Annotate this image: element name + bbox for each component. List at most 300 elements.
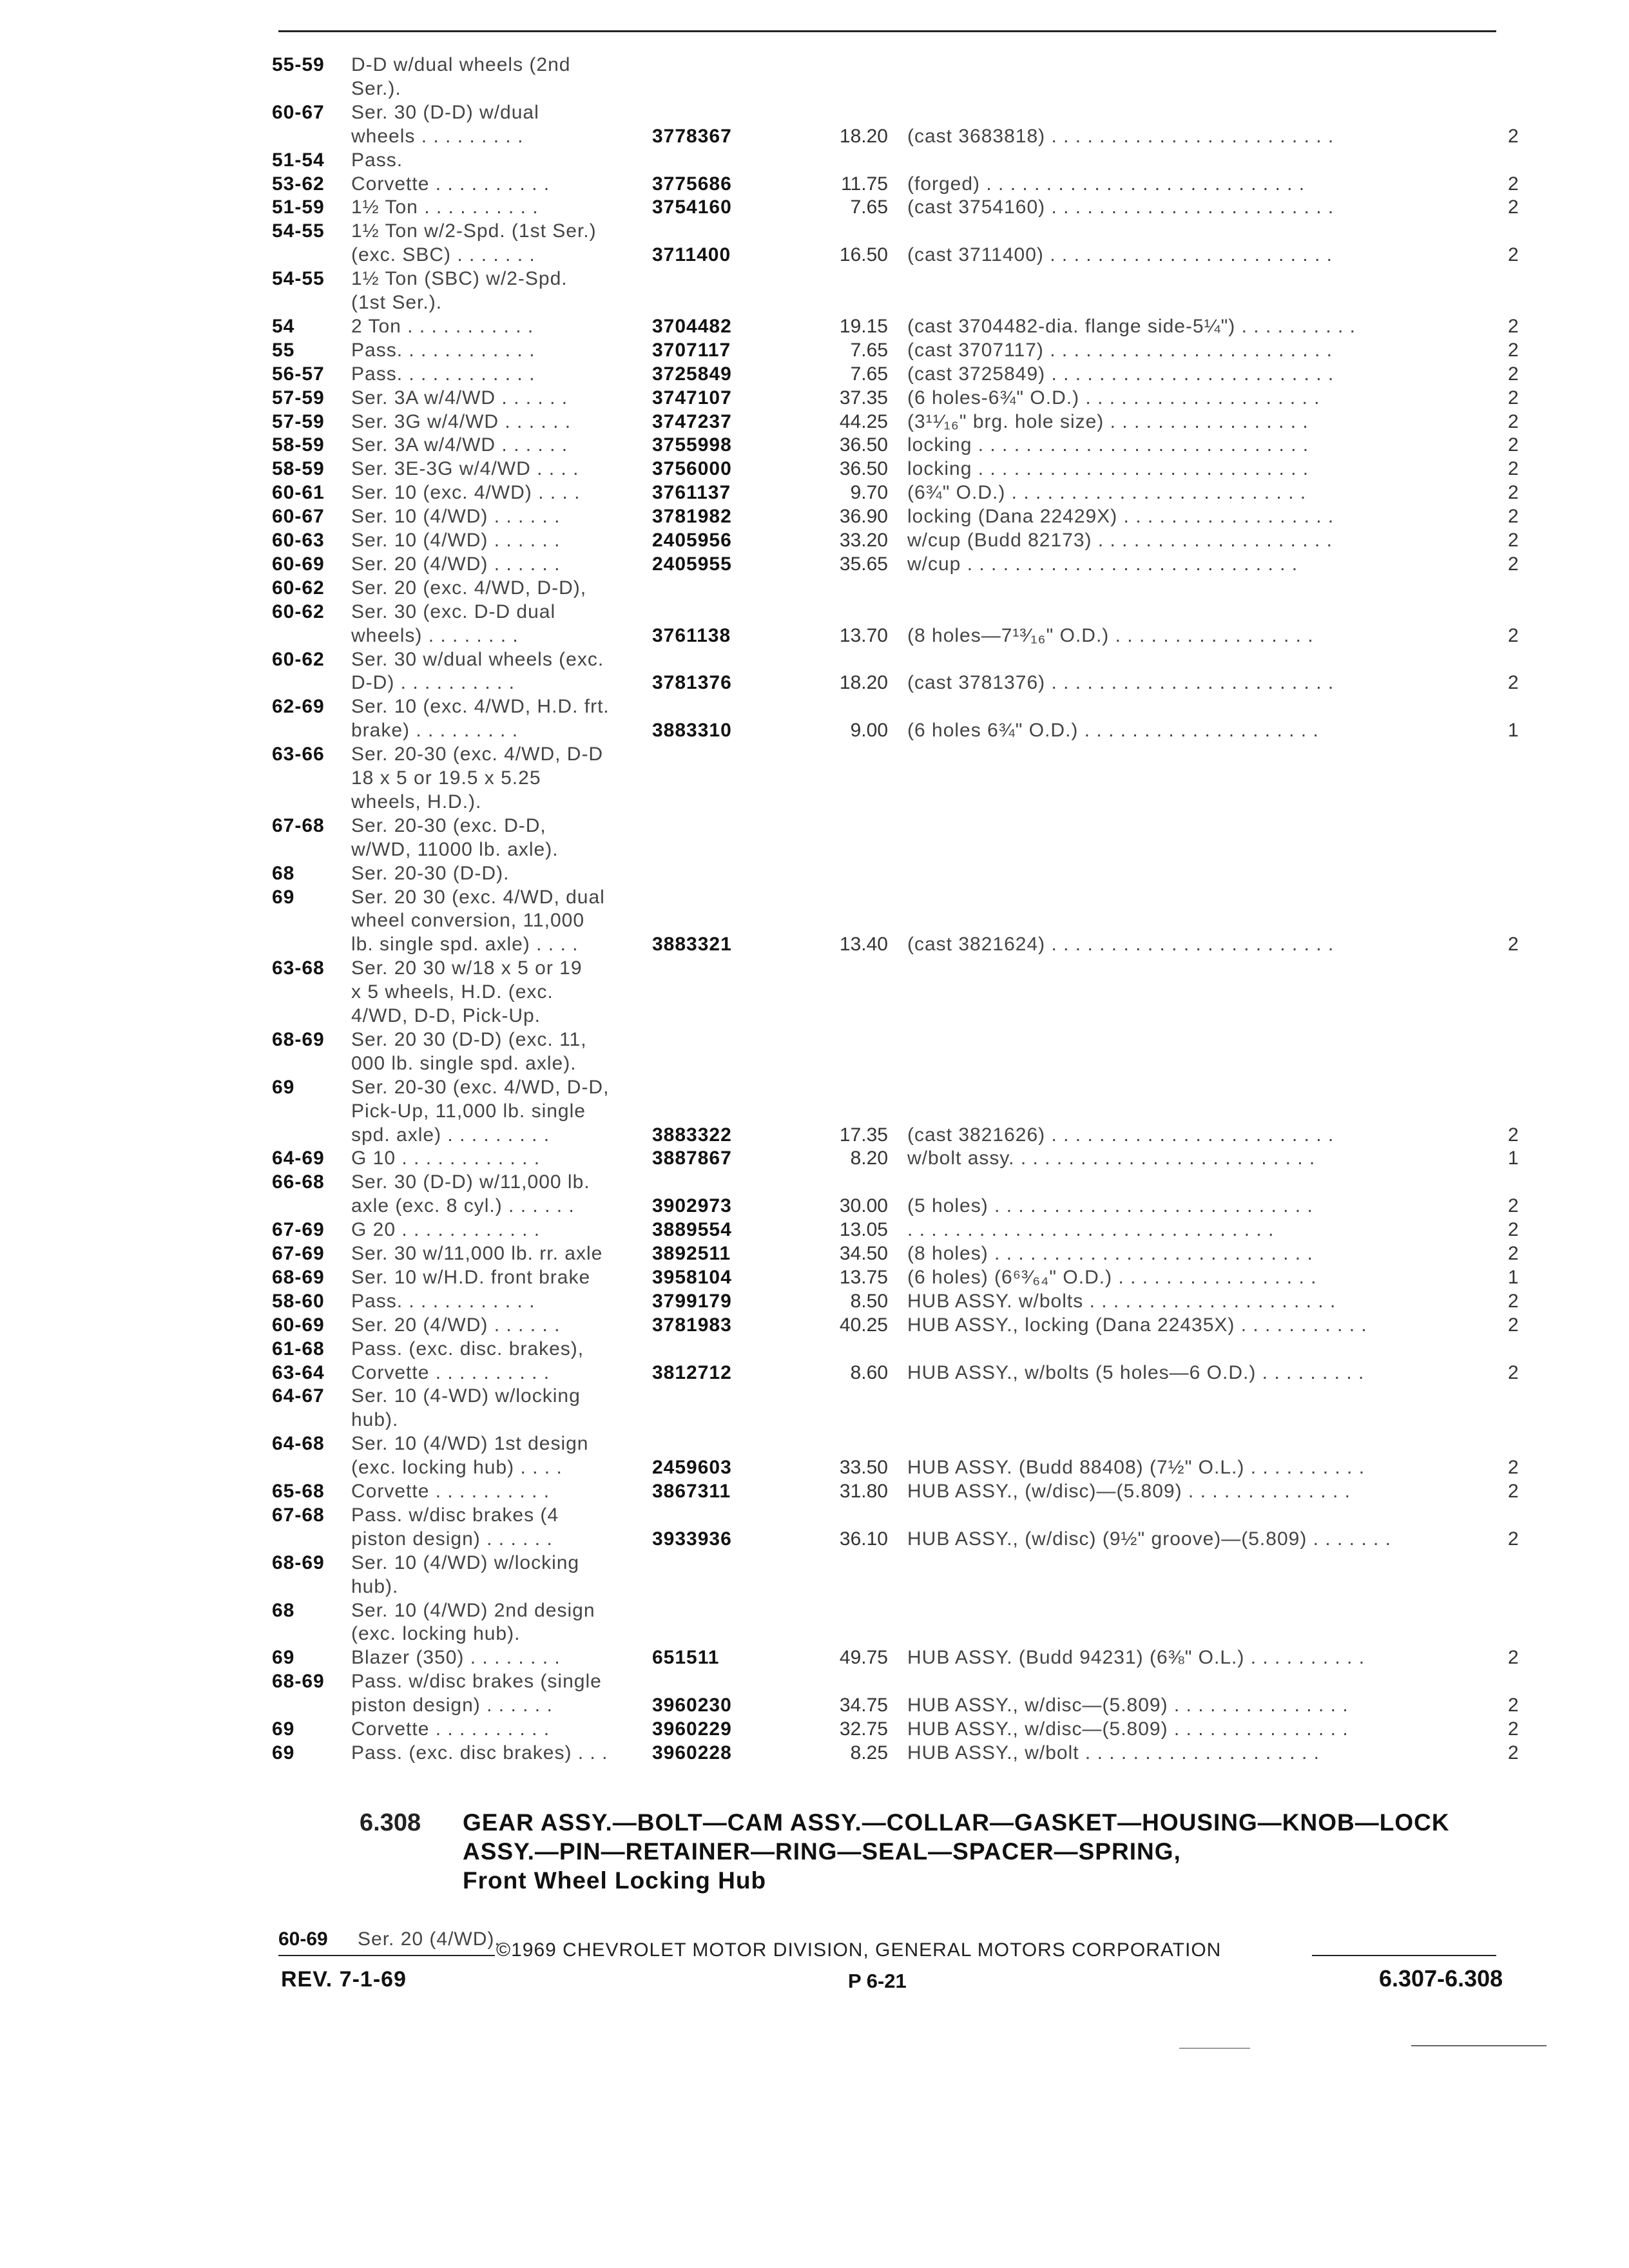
price: 11.75 — [841, 173, 888, 195]
revision-date: REV. 7-1-69 — [281, 1967, 407, 1992]
year-code: 60-61 — [272, 482, 325, 504]
table-row — [0, 433, 1629, 457]
note: locking (Dana 22429X) . . . . . . . . . . . . . . . . . . — [907, 506, 1335, 528]
table-row — [0, 1479, 1629, 1504]
note: HUB ASSY. (Budd 88408) (7½" O.L.) . . . . . . . . . . — [907, 1457, 1365, 1479]
price: 9.00 — [850, 720, 888, 742]
table-row — [0, 53, 1629, 77]
year-code: 60-62 — [272, 648, 325, 670]
price: 9.70 — [850, 482, 888, 504]
section-subtitle: Front Wheel Locking Hub — [463, 1867, 767, 1894]
application: Corvette . . . . . . . . . . — [351, 173, 550, 195]
application: wheels, H.D.). — [351, 791, 482, 812]
quantity: 2 — [1508, 387, 1519, 408]
table-row — [0, 1146, 1629, 1171]
part-number: 3960229 — [652, 1718, 732, 1740]
year-code: 61-68 — [272, 1338, 325, 1360]
table-row — [0, 457, 1629, 481]
application: piston design) . . . . . . — [351, 1528, 553, 1550]
application: spd. axle) . . . . . . . . . — [351, 1124, 550, 1146]
table-row — [0, 932, 1629, 957]
quantity: 2 — [1508, 934, 1519, 956]
year-code: 69 — [272, 886, 295, 908]
table-row — [0, 1551, 1629, 1575]
price: 18.20 — [839, 125, 888, 147]
application: Ser. 10 (exc. 4/WD, H.D. frt. — [351, 696, 610, 718]
note: w/cup . . . . . . . . . . . . . . . . . . . . . . . . . . . . — [907, 553, 1298, 575]
top-rule — [278, 30, 1496, 32]
note: w/bolt assy. . . . . . . . . . . . . . . . . . . . . . . . . . — [907, 1148, 1316, 1169]
price: 30.00 — [839, 1195, 888, 1217]
table-row — [0, 1099, 1629, 1124]
price: 44.25 — [839, 410, 888, 432]
part-number: 3781983 — [652, 1314, 732, 1336]
part-number: 3775686 — [652, 173, 732, 195]
year-code: 60-69 — [272, 1314, 325, 1336]
quantity: 2 — [1508, 1528, 1519, 1550]
table-row — [0, 861, 1629, 886]
table-row — [0, 101, 1629, 125]
part-number: 3799179 — [652, 1290, 732, 1312]
note: (cast 3683818) . . . . . . . . . . . . . . . . . . . . . . . . — [907, 125, 1335, 147]
table-row — [0, 1265, 1629, 1290]
table-row — [0, 172, 1629, 197]
quantity: 1 — [1508, 720, 1519, 742]
note: HUB ASSY. (Budd 94231) (6⅜" O.L.) . . . . . . . . . . — [907, 1647, 1365, 1669]
application: hub). — [351, 1409, 399, 1431]
part-number: 2405956 — [652, 530, 732, 551]
part-number: 3761138 — [652, 624, 731, 646]
part-number: 3781376 — [652, 672, 732, 694]
year-code: 68-69 — [272, 1028, 325, 1050]
table-row — [0, 267, 1629, 291]
year-code: 66-68 — [272, 1171, 325, 1193]
price: 34.50 — [839, 1243, 888, 1264]
year-code: 68 — [272, 862, 295, 884]
table-row — [0, 1408, 1629, 1432]
price: 33.20 — [839, 530, 888, 551]
table-row — [0, 291, 1629, 315]
note: HUB ASSY., w/disc—(5.809) . . . . . . . . . . . . . . . — [907, 1695, 1349, 1716]
section-title-text: GEAR ASSY.—BOLT—CAM ASSY.—COLLAR—GASKET—HOUSING—KNOB—LOCK ASSY.—PIN—RETAINER—RING—SEAL—SPACER—SPRING, — [463, 1809, 1450, 1865]
application: 18 x 5 or 19.5 x 5.25 — [351, 767, 541, 789]
section-range: 6.307-6.308 — [1379, 1965, 1503, 1992]
note: (cast 3781376) . . . . . . . . . . . . . . . . . . . . . . . . — [907, 672, 1335, 694]
table-row — [0, 1313, 1629, 1338]
application: G 20 . . . . . . . . . . . . — [351, 1219, 541, 1241]
note: (5 holes) . . . . . . . . . . . . . . . . . . . . . . . . . . . — [907, 1195, 1313, 1217]
scan-mark-right — [1411, 2045, 1547, 2046]
note: w/cup (Budd 82173) . . . . . . . . . . . . . . . . . . . . — [907, 530, 1333, 551]
application: Ser. 10 (4-WD) w/locking — [351, 1385, 581, 1407]
application: Ser. 30 w/dual wheels (exc. — [351, 648, 604, 670]
quantity: 2 — [1508, 244, 1519, 266]
quantity: 2 — [1508, 1195, 1519, 1217]
table-row — [0, 362, 1629, 387]
note: (forged) . . . . . . . . . . . . . . . . . . . . . . . . . . . — [907, 173, 1306, 195]
part-number: 3960230 — [652, 1695, 732, 1716]
part-number: 3747237 — [652, 410, 732, 432]
note: (6 holes-6¾" O.D.) . . . . . . . . . . . . . . . . . . . . — [907, 387, 1320, 408]
quantity: 2 — [1508, 458, 1519, 480]
table-row — [0, 1599, 1629, 1623]
application: 1½ Ton . . . . . . . . . . — [351, 197, 539, 218]
quantity: 2 — [1508, 624, 1519, 646]
table-row — [0, 1218, 1629, 1242]
quantity: 2 — [1508, 1361, 1519, 1383]
application: Ser. 10 (exc. 4/WD) . . . . — [351, 482, 581, 504]
application: Ser. 20 30 w/18 x 5 or 19 — [351, 957, 583, 979]
table-row — [0, 671, 1629, 695]
note: (6 holes) (6⁶³⁄₆₄" O.D.) . . . . . . . . . . . . . . . . . — [907, 1266, 1317, 1288]
quantity: 2 — [1508, 1290, 1519, 1312]
note: (6 holes 6¾" O.D.) . . . . . . . . . . . . . . . . . . . . — [907, 720, 1319, 742]
application: 4/WD, D-D, Pick-Up. — [351, 1005, 541, 1026]
year-code: 62-69 — [272, 696, 325, 718]
note: (cast 3711400) . . . . . . . . . . . . . . . . . . . . . . . . — [907, 244, 1333, 266]
part-number: 3761137 — [652, 482, 731, 504]
table-row — [0, 481, 1629, 505]
quantity: 1 — [1508, 1148, 1519, 1169]
note: (cast 3754160) . . . . . . . . . . . . . . . . . . . . . . . . — [907, 197, 1335, 218]
year-code: 63-66 — [272, 744, 325, 765]
application: D-D) . . . . . . . . . . — [351, 672, 516, 694]
table-row — [0, 1432, 1629, 1456]
year-code: 67-68 — [272, 814, 325, 836]
price: 36.50 — [839, 458, 888, 480]
quantity: 2 — [1508, 339, 1519, 361]
application: Pass. . . . . . . . . . . . — [351, 339, 535, 361]
table-row — [0, 1527, 1629, 1552]
table-row — [0, 410, 1629, 434]
price: 33.50 — [839, 1457, 888, 1479]
year-code: 60-63 — [272, 530, 325, 551]
table-row — [0, 386, 1629, 410]
application: Ser. 3G w/4/WD . . . . . . — [351, 410, 572, 432]
copyright-rule-right — [1312, 1955, 1496, 1956]
application: Corvette . . . . . . . . . . — [351, 1718, 550, 1740]
year-code: 51-54 — [272, 149, 325, 171]
application: Ser. 10 (4/WD) w/locking — [351, 1552, 580, 1573]
application: Ser. 30 w/11,000 lb. rr. axle — [351, 1243, 603, 1264]
application: 000 lb. single spd. axle). — [351, 1052, 577, 1074]
price: 36.10 — [839, 1528, 888, 1550]
table-row — [0, 790, 1629, 814]
part-number: 3883321 — [652, 934, 732, 956]
table-row — [0, 77, 1629, 101]
note: HUB ASSY., locking (Dana 22435X) . . . . . . . . . . . — [907, 1314, 1367, 1336]
quantity: 2 — [1508, 506, 1519, 528]
quantity: 2 — [1508, 1742, 1519, 1763]
page-number: P 6-21 — [848, 1970, 907, 1992]
part-number: 3902973 — [652, 1195, 732, 1217]
application: Ser. 30 (D-D) w/11,000 lb. — [351, 1171, 590, 1193]
table-row — [0, 1337, 1629, 1361]
part-number: 3707117 — [652, 339, 731, 361]
note: HUB ASSY., w/bolt . . . . . . . . . . . . . . . . . . . . — [907, 1742, 1320, 1763]
year-code: 53-62 — [272, 173, 325, 195]
year-code: 60-67 — [272, 506, 325, 528]
table-row — [0, 1669, 1629, 1694]
price: 8.50 — [850, 1290, 888, 1312]
year-code: 57-59 — [272, 387, 325, 408]
quantity: 2 — [1508, 1457, 1519, 1479]
year-code: 55-59 — [272, 54, 325, 75]
table-row — [0, 1289, 1629, 1314]
price: 8.25 — [850, 1742, 888, 1763]
price: 18.20 — [839, 672, 888, 694]
note: HUB ASSY., (w/disc)—(5.809) . . . . . . . . . . . . . . — [907, 1481, 1351, 1502]
year-code: 65-68 — [272, 1481, 325, 1502]
quantity: 2 — [1508, 434, 1519, 456]
application: Ser. 10 w/H.D. front brake — [351, 1266, 591, 1288]
table-row — [0, 1194, 1629, 1218]
part-number: 3883310 — [652, 720, 732, 742]
application: Ser. 20-30 (exc. 4/WD, D-D, — [351, 1076, 610, 1098]
application: Ser. 3A w/4/WD . . . . . . — [351, 434, 568, 456]
application: Pass. — [351, 149, 403, 171]
quantity: 2 — [1508, 1695, 1519, 1716]
table-row — [0, 695, 1629, 719]
note: (cast 3821626) . . . . . . . . . . . . . . . . . . . . . . . . — [907, 1124, 1335, 1146]
quantity: 2 — [1508, 1314, 1519, 1336]
price: 7.65 — [850, 339, 888, 361]
application: Ser. 20 30 (D-D) (exc. 11, — [351, 1028, 587, 1050]
section-description: Ser. 20 (4/WD). — [358, 1928, 501, 1950]
price: 32.75 — [839, 1718, 888, 1740]
table-row — [0, 980, 1629, 1004]
quantity: 2 — [1508, 1124, 1519, 1146]
table-row — [0, 1384, 1629, 1408]
quantity: 2 — [1508, 672, 1519, 694]
year-code: 67-68 — [272, 1504, 325, 1526]
year-code: 67-69 — [272, 1243, 325, 1264]
table-row — [0, 1028, 1629, 1052]
application: D-D w/dual wheels (2nd — [351, 54, 571, 75]
application: 1½ Ton w/2-Spd. (1st Ser.) — [351, 220, 597, 242]
note: (6¾" O.D.) . . . . . . . . . . . . . . . . . . . . . . . . . — [907, 482, 1307, 504]
table-row — [0, 1693, 1629, 1718]
year-code: 60-67 — [272, 101, 325, 123]
application: 1½ Ton (SBC) w/2-Spd. — [351, 268, 568, 290]
quantity: 2 — [1508, 1718, 1519, 1740]
year-code: 54-55 — [272, 268, 325, 290]
application: (exc. locking hub) . . . . — [351, 1457, 563, 1479]
part-number: 3754160 — [652, 197, 732, 218]
application: Pass. w/disc brakes (4 — [351, 1504, 559, 1526]
price: 34.75 — [839, 1695, 888, 1716]
price: 16.50 — [839, 244, 888, 266]
application: x 5 wheels, H.D. (exc. — [351, 981, 554, 1003]
price: 49.75 — [839, 1647, 888, 1669]
note: (8 holes—7¹³⁄₁₆" O.D.) . . . . . . . . . . . . . . . . . — [907, 624, 1314, 646]
application: Ser. 10 (4/WD) . . . . . . — [351, 506, 561, 528]
quantity: 2 — [1508, 363, 1519, 385]
quantity: 2 — [1508, 1219, 1519, 1241]
table-row — [0, 1575, 1629, 1599]
application: 2 Ton . . . . . . . . . . . — [351, 315, 534, 337]
part-number: 3781982 — [652, 506, 732, 528]
quantity: 2 — [1508, 197, 1519, 218]
price: 7.65 — [850, 363, 888, 385]
application: Pass. . . . . . . . . . . . — [351, 1290, 535, 1312]
table-row — [0, 624, 1629, 648]
year-code: 51-59 — [272, 197, 325, 218]
application: hub). — [351, 1575, 399, 1597]
price: 17.35 — [839, 1124, 888, 1146]
part-number: 3747107 — [652, 387, 732, 408]
year-code: 67-69 — [272, 1219, 325, 1241]
table-row — [0, 1361, 1629, 1385]
application: (exc. SBC) . . . . . . . — [351, 244, 535, 266]
note: HUB ASSY. w/bolts . . . . . . . . . . . . . . . . . . . . . — [907, 1290, 1336, 1312]
year-code: 69 — [272, 1718, 295, 1740]
table-row — [0, 766, 1629, 791]
table-row — [0, 552, 1629, 577]
table-row — [0, 195, 1629, 220]
part-number: 3889554 — [652, 1219, 732, 1241]
note: (cast 3704482-dia. flange side-5¼") . . . . . . . . . . — [907, 315, 1356, 337]
price: 36.90 — [839, 506, 888, 528]
year-code: 64-69 — [272, 1148, 325, 1169]
application: Ser. 10 (4/WD) 2nd design — [351, 1599, 595, 1621]
note: HUB ASSY., w/disc—(5.809) . . . . . . . . . . . . . . . — [907, 1718, 1349, 1740]
table-row — [0, 124, 1629, 149]
part-number: 3755998 — [652, 434, 732, 456]
table-row — [0, 838, 1629, 862]
table-row — [0, 1646, 1629, 1670]
note: (cast 3725849) . . . . . . . . . . . . . . . . . . . . . . . . — [907, 363, 1335, 385]
application: Corvette . . . . . . . . . . — [351, 1481, 550, 1502]
table-row — [0, 1004, 1629, 1028]
quantity: 2 — [1508, 482, 1519, 504]
note: HUB ASSY., w/bolts (5 holes—6 O.D.) . . . . . . . . . — [907, 1361, 1365, 1383]
note: (cast 3707117) . . . . . . . . . . . . . . . . . . . . . . . . — [907, 339, 1333, 361]
year-code: 68-69 — [272, 1552, 325, 1573]
part-number: 3812712 — [652, 1361, 732, 1383]
section-title — [463, 1808, 1507, 1895]
price: 13.75 — [839, 1266, 888, 1288]
application: wheels) . . . . . . . . — [351, 624, 519, 646]
application: w/WD, 11000 lb. axle). — [351, 838, 559, 860]
table-row — [0, 885, 1629, 910]
application: Ser. 20 (4/WD) . . . . . . — [351, 553, 561, 575]
year-code: 54-55 — [272, 220, 325, 242]
part-number: 3867311 — [652, 1481, 731, 1502]
table-row — [0, 314, 1629, 339]
part-number: 3704482 — [652, 315, 732, 337]
table-row — [0, 1503, 1629, 1528]
copyright-notice: ©1969 CHEVROLET MOTOR DIVISION, GENERAL MOTORS CORPORATION — [496, 1939, 1222, 1961]
note: (3¹¹⁄₁₆" brg. hole size) . . . . . . . . . . . . . . . . . — [907, 410, 1309, 432]
application: Ser. 20 (exc. 4/WD, D-D), — [351, 577, 587, 599]
table-row — [0, 243, 1629, 267]
year-code: 69 — [272, 1647, 295, 1669]
table-row — [0, 600, 1629, 624]
year-code: 69 — [272, 1076, 295, 1098]
price: 36.50 — [839, 434, 888, 456]
year-code: 58-60 — [272, 1290, 325, 1312]
year-code: 58-59 — [272, 434, 325, 456]
application: Ser. 20-30 (D-D). — [351, 862, 510, 884]
part-number: 3960228 — [652, 1742, 732, 1763]
application: G 10 . . . . . . . . . . . . — [351, 1148, 541, 1169]
quantity: 2 — [1508, 315, 1519, 337]
year-code: 58-59 — [272, 458, 325, 480]
application: Pass. (exc. disc brakes) . . . — [351, 1742, 608, 1763]
table-row — [0, 1717, 1629, 1742]
price: 8.60 — [850, 1361, 888, 1383]
table-row — [0, 1242, 1629, 1266]
application: Ser. 30 (D-D) w/dual — [351, 101, 539, 123]
note: locking . . . . . . . . . . . . . . . . . . . . . . . . . . . . — [907, 458, 1309, 480]
price: 13.05 — [839, 1219, 888, 1241]
section-number: 6.308 — [360, 1809, 421, 1836]
note: HUB ASSY., (w/disc) (9½" groove)—(5.809) . . . . . . . — [907, 1528, 1392, 1550]
price: 37.35 — [839, 387, 888, 408]
part-number: 3887867 — [652, 1148, 732, 1169]
application: Pass. w/disc brakes (single — [351, 1671, 602, 1693]
year-code: 56-57 — [272, 363, 325, 385]
application: piston design) . . . . . . — [351, 1695, 553, 1716]
year-code: 60-62 — [272, 577, 325, 599]
part-number: 3958104 — [652, 1266, 732, 1288]
copyright-rule-left — [278, 1955, 495, 1956]
table-row — [0, 908, 1629, 933]
year-code: 63-64 — [272, 1361, 325, 1383]
table-row — [0, 505, 1629, 529]
note: (cast 3821624) . . . . . . . . . . . . . . . . . . . . . . . . — [907, 934, 1335, 956]
table-row — [0, 1170, 1629, 1195]
application: Ser. 10 (4/WD) . . . . . . — [351, 530, 561, 551]
table-row — [0, 148, 1629, 173]
note: (8 holes) . . . . . . . . . . . . . . . . . . . . . . . . . . . — [907, 1243, 1313, 1264]
part-number: 3756000 — [652, 458, 732, 480]
table-row — [0, 1052, 1629, 1076]
application: Pass. (exc. disc. brakes), — [351, 1338, 584, 1360]
table-row — [0, 814, 1629, 838]
application: Pass. . . . . . . . . . . . — [351, 363, 535, 385]
application: Pick-Up, 11,000 lb. single — [351, 1100, 586, 1122]
table-row — [0, 528, 1629, 553]
quantity: 2 — [1508, 1647, 1519, 1669]
application: wheel conversion, 11,000 — [351, 910, 584, 932]
table-row — [0, 219, 1629, 244]
application: Ser. 20 30 (exc. 4/WD, dual — [351, 886, 605, 908]
note: locking . . . . . . . . . . . . . . . . . . . . . . . . . . . . — [907, 434, 1309, 456]
application: Ser. 20-30 (exc. D-D, — [351, 814, 546, 836]
application: Ser. 20-30 (exc. 4/WD, D-D — [351, 744, 604, 765]
table-row — [0, 1075, 1629, 1100]
table-row — [0, 1741, 1629, 1765]
quantity: 2 — [1508, 173, 1519, 195]
year-code: 64-67 — [272, 1385, 325, 1407]
quantity: 2 — [1508, 553, 1519, 575]
section-year: 60-69 — [278, 1928, 328, 1950]
application: Ser. 3A w/4/WD . . . . . . — [351, 387, 568, 408]
table-row — [0, 648, 1629, 672]
part-number: 2459603 — [652, 1457, 732, 1479]
price: 31.80 — [839, 1481, 888, 1502]
table-row — [0, 1456, 1629, 1480]
part-number: 3892511 — [652, 1243, 731, 1264]
application: Ser. 3E-3G w/4/WD . . . . — [351, 458, 579, 480]
part-number: 3711400 — [652, 244, 731, 266]
application: Corvette . . . . . . . . . . — [351, 1361, 550, 1383]
table-row — [0, 576, 1629, 601]
price: 13.40 — [839, 934, 888, 956]
application: Ser. 10 (4/WD) 1st design — [351, 1433, 589, 1455]
